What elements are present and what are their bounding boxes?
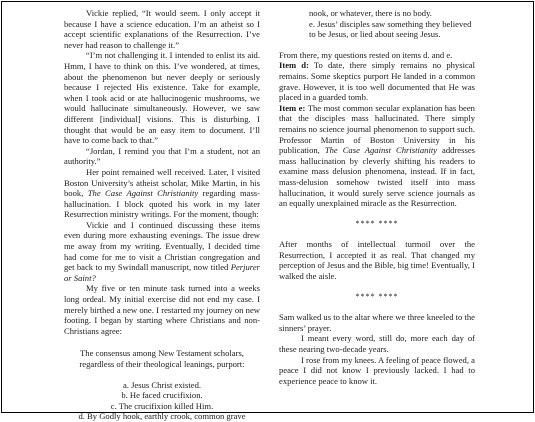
paragraph: From there, my questions rested on items d. and e. bbox=[279, 49, 453, 60]
paragraph: I rose from my knees. A feeling of peace flowed, a peace I did not know I previously lacked. I had to experience peace to know it. bbox=[279, 354, 475, 386]
text-run: Vickie and I continued discussing these items even during more exhausting evenings. The issue drew me away from my writing. Eventually, I decided time had come for me to visit a Christian congregation and get back to my Swindall manuscript, now titled bbox=[64, 219, 260, 273]
list-item: a. Jesus Christ existed. bbox=[122, 379, 202, 390]
list-item: e. Jesus’ disciples saw something they believed to be Jesus, or lied about seeing Jesus. bbox=[309, 18, 472, 40]
paragraph: “Jordan, I remind you that I’m a student, not an authority.” bbox=[64, 145, 260, 167]
list-item: c. The crucifixion killed Him. bbox=[110, 400, 214, 411]
text-run: addresses mass hallucination by cleverly shifting his readers to examine mass delusion phenomena, instead. If in fact, mass-delusion somehow twisted itself into mass hallucination, it would surely serve science journals as an equally unexplained miracle as the Resurrection. bbox=[279, 145, 475, 209]
right-column bbox=[279, 8, 475, 386]
text-run: The most common secular explanation has been that the disciples mass hallucinated. There simply remains no science journal phenomenon to support such. Professor Martin of Boston University in his publication, bbox=[279, 102, 475, 156]
list-item: b. He faced crucifixion. bbox=[121, 390, 203, 401]
paragraph bbox=[64, 220, 260, 284]
paragraph: “I’m not challenging it. I intended to enlist its aid. Hmm, I have to think on this. I’ve wondered, at times, about the phenomenon but never deeply or seriously because I rejected His existence. Take for example, when I took acid or ate hallucinogenic mushrooms, we would hallucinate simultaneously. However, we saw different [individual] visions. This is disturbing. I thought that would be an easy item to document. I’ll have to come back to that.” bbox=[64, 50, 260, 146]
paragraph bbox=[279, 60, 475, 102]
text-run: To date, there simply remains no physical remains. Some skeptics purport He landed in a common grave. However, it is too well documented that He was placed in a guarded tomb. bbox=[279, 60, 475, 103]
list-item-continued: nook, or whatever, there is no body. bbox=[309, 8, 432, 18]
book-title: The Case Against Christianity bbox=[87, 188, 199, 199]
consensus-intro: The consensus among New Testament scholars, regardless of their theological leanings, purport: bbox=[79, 348, 245, 369]
paragraph: Sam walked us to the altar where we three kneeled to the sinners’ prayer. bbox=[279, 312, 475, 333]
paragraph bbox=[64, 167, 260, 220]
left-column bbox=[64, 8, 260, 422]
section-break: **** **** bbox=[355, 291, 399, 301]
item-label: Item d: bbox=[279, 60, 309, 71]
paragraph: I meant every word, still do, more each day of these nearing two-decade years. bbox=[279, 333, 475, 355]
item-label: Item e: bbox=[279, 102, 306, 113]
book-title: The Case Against Christianity bbox=[324, 145, 438, 156]
text-run: Her point remained well received. Later, I visited Boston University’s atheist scholar, Mike Martin, in his book, bbox=[64, 166, 260, 199]
book-page bbox=[1, 1, 534, 422]
paragraph: My five or ten minute task turned into a weeks long ordeal. My initial exercise did not end my case. I merely birthed a new one. I restarted my journey on new footing. I began by starting where Christians and non-Christians agree: bbox=[64, 283, 260, 336]
paragraph bbox=[279, 103, 475, 209]
paragraph: Vickie replied, “It would seem. I only accept it because I have a science education. I’m an atheist so I accept scientific explanations of the Resurrection. I’ve never had reason to challenge it.” bbox=[64, 8, 260, 50]
manuscript-title: Perjurer or Saint? bbox=[64, 262, 260, 283]
paragraph: After months of intellectual turmoil over the Resurrection, I accepted it as real. That changed my perception of Jesus and the Bible, big time! Eventually, I walked the aisle. bbox=[279, 239, 475, 282]
text-run: regarding mass-hallucination. I block quoted his work in my later Resurrection ministry writings. For the moment, though: bbox=[64, 188, 261, 220]
list-item: d. By Godly hook, earthly crook, common grave bbox=[78, 411, 246, 422]
section-break: **** **** bbox=[355, 218, 399, 228]
